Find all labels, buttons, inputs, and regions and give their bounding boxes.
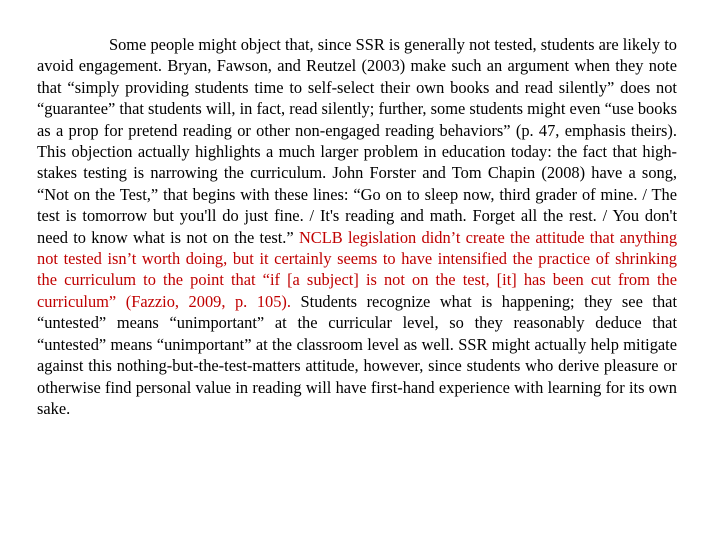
body-paragraph (37, 34, 677, 419)
document-page (37, 34, 677, 419)
paragraph-text-after: Students recognize what is happening; they see that “untested” means “unimportant” at the curricular level, so they reasonably deduce that “untested” means “unimportant” at the classroom level as well. SSR might actually help mitigate against this nothing-but-the-test-matters attitude, however, since students who derive pleasure or otherwise find personal value in reading will have first-hand experience with learning for its own sake. (37, 291, 677, 418)
paragraph-text-before: Some people might object that, since SSR is generally not tested, students are likely to avoid engagement. Bryan, Fawson, and Reutzel (2003) make such an argument when they note that “simply providing students time to self-select their own books and read silently” does not “guarantee” that students will, in fact, read silently; further, some students might even “use books as a prop for pretend reading or other non-engaged reading behaviors” (p. 47, emphasis theirs). This objection actually highlights a much larger problem in education today: the fact that high-stakes testing is narrowing the curriculum. John Forster and Tom Chapin (2008) have a song, “Not on the Test,” that begins with these lines: “Go on to sleep now, third grader of mine. / The test is tomorrow but you'll do just fine. / It's reading and math. Forget all the rest. / You don't need to know what is not on the test.” (37, 35, 677, 247)
highlighted-text: NCLB legislation didn’t create the attitude that anything not tested isn’t worth doing, but it certainly seems to have intensified the practice of shrinking the curriculum to the point that “if [a subject] is not on the test, [it] has been cut from the curriculum” (Fazzio, 2009, p. 105). (37, 227, 678, 311)
